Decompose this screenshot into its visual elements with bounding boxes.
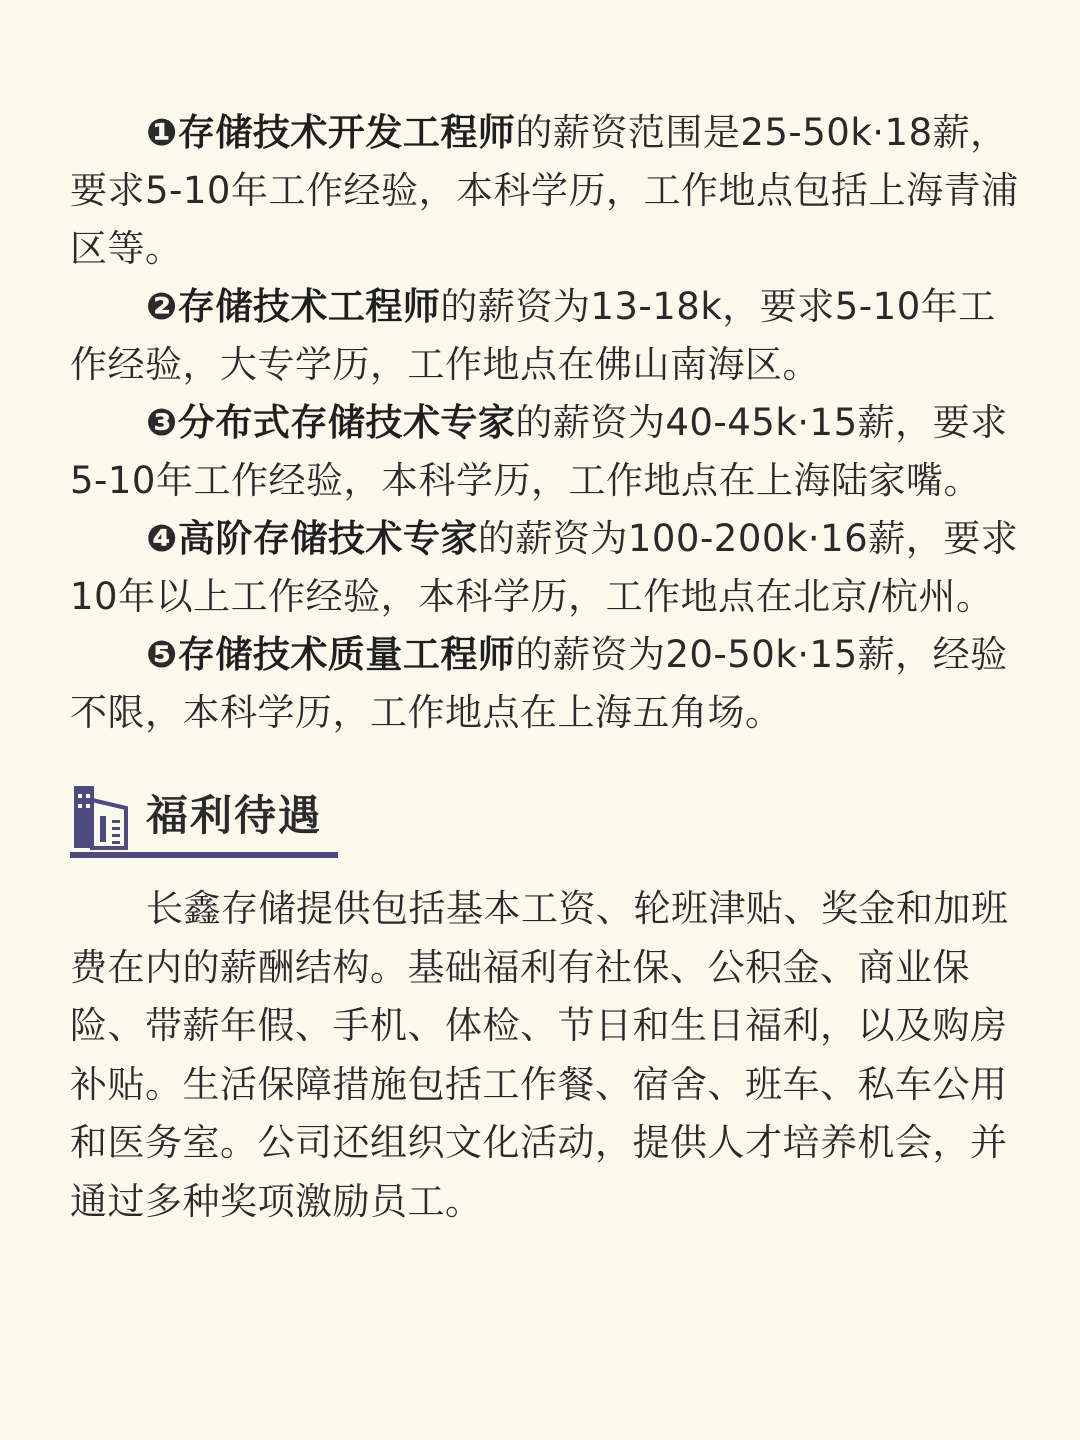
- building-icon: [72, 782, 130, 852]
- job-item: [70, 626, 1020, 742]
- job-title: 分布式存储技术专家: [177, 401, 516, 444]
- job-title: 高阶存储技术专家: [177, 517, 478, 560]
- job-number: ❶: [146, 111, 178, 154]
- benefits-paragraph: 长鑫存储提供包括基本工资、轮班津贴、奖金和加班费在内的薪酬结构。基础福利有社保、公积金、商业保险、带薪年假、手机、体检、节日和生日福利，以及购房补贴。生活保障措施包括工作餐、宿舍、班车、私车公用和医务室。公司还组织文化活动，提供人才培养机会，并通过多种奖项激励员工。: [70, 887, 1009, 1223]
- job-number: ❷: [146, 285, 178, 328]
- benefits-section-header: [70, 782, 338, 858]
- section-title: 福利待遇: [146, 791, 323, 840]
- job-title: 存储技术质量工程师: [177, 633, 516, 676]
- job-number: ❹: [146, 517, 178, 560]
- job-number: ❸: [146, 401, 178, 444]
- job-number: ❺: [146, 633, 178, 676]
- job-title: 存储技术工程师: [177, 285, 441, 328]
- job-item: [70, 104, 1020, 278]
- job-description: 的薪资范围是25-50k·18薪，要求5-10年工作经验，本科学历，工作地点包括上海青浦区等。: [70, 111, 1019, 270]
- job-item: [70, 278, 1020, 394]
- job-description: 的薪资为100-200k·16薪，要求10年以上工作经验，本科学历，工作地点在北京/杭州。: [70, 517, 1019, 618]
- job-description: 的薪资为20-50k·15薪，经验不限，本科学历，工作地点在上海五角场。: [70, 633, 1008, 734]
- section-underline: [70, 852, 338, 858]
- job-item: [70, 510, 1020, 626]
- job-title: 存储技术开发工程师: [177, 111, 516, 154]
- job-description: 的薪资为13-18k，要求5-10年工作经验，大专学历，工作地点在佛山南海区。: [70, 285, 996, 386]
- article-content: [70, 104, 1020, 1231]
- job-item: [70, 394, 1020, 510]
- job-list: [70, 104, 1020, 742]
- job-description: 的薪资为40-45k·15薪，要求5-10年工作经验，本科学历，工作地点在上海陆家嘴。: [70, 401, 1008, 502]
